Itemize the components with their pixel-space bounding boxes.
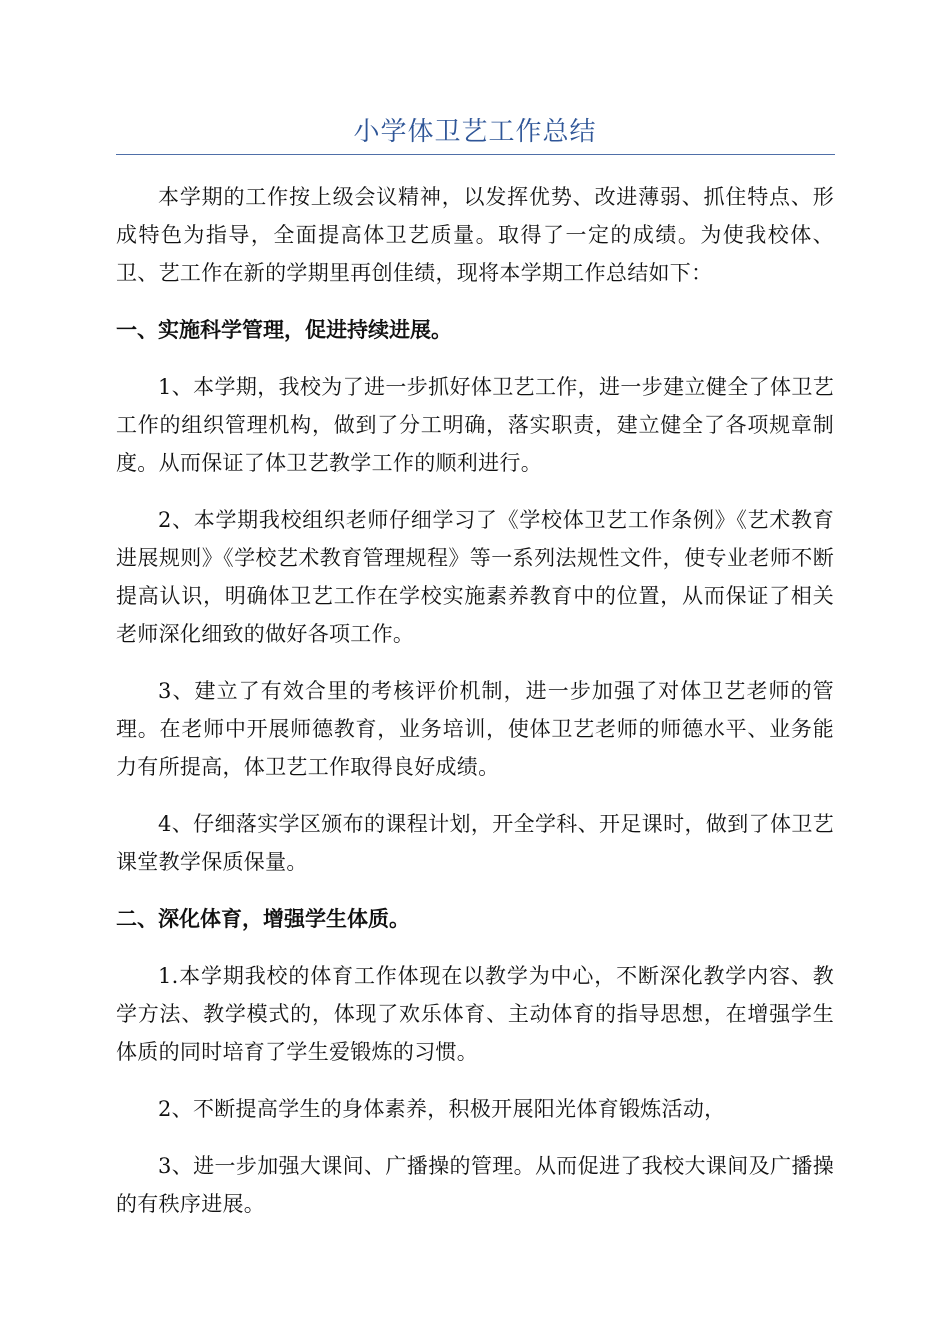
section-1-paragraph-3: 3、建立了有效合里的考核评价机制，进一步加强了对体卫艺老师的管理。在老师中开展师德教育，业务培训，使体卫艺老师的师德水平、业务能力有所提高，体卫艺工作取得良好成绩。 — [116, 679, 834, 779]
section-2-paragraph-1: 1.本学期我校的体育工作体现在以教学为中心，不断深化教学内容、教学方法、教学模式的，体现了欢乐体育、主动体育的指导思想，在增强学生体质的同时培育了学生爱锻炼的习惯。 — [116, 964, 834, 1064]
intro-paragraph: 本学期的工作按上级会议精神，以发挥优势、改进薄弱、抓住特点、形成特色为指导，全面提高体卫艺质量。取得了一定的成绩。为使我校体、卫、艺工作在新的学期里再创佳绩，现将本学期工作总结如下： — [116, 185, 834, 285]
section-2-paragraph-2: 2、不断提高学生的身体素养，积极开展阳光体育锻炼活动， — [158, 1097, 726, 1121]
document-title: 小学体卫艺工作总结 — [353, 117, 597, 147]
document-body — [116, 178, 834, 1242]
section-1-paragraph-1: 1、本学期，我校为了进一步抓好体卫艺工作，进一步建立健全了体卫艺工作的组织管理机构，做到了分工明确，落实职责，建立健全了各项规章制度。从而保证了体卫艺教学工作的顺利进行。 — [116, 375, 834, 475]
section-2-heading: 二、深化体育，增强学生体质。 — [116, 907, 410, 931]
section-2-paragraph-3: 3、进一步加强大课间、广播操的管理。从而促进了我校大课间及广播操的有秩序进展。 — [116, 1154, 834, 1216]
section-1-paragraph-4: 4、仔细落实学区颁布的课程计划，开全学科、开足课时，做到了体卫艺课堂教学保质保量。 — [116, 812, 834, 874]
title-underline — [116, 154, 835, 155]
section-1-paragraph-2: 2、本学期我校组织老师仔细学习了《学校体卫艺工作条例》《艺术教育进展规则》《学校艺术教育管理规程》等一系列法规性文件，使专业老师不断提高认识，明确体卫艺工作在学校实施素养教育中的位置，从而保证了相关老师深化细致的做好各项工作。 — [116, 508, 834, 646]
section-1-heading: 一、实施科学管理，促进持续进展。 — [116, 318, 452, 342]
